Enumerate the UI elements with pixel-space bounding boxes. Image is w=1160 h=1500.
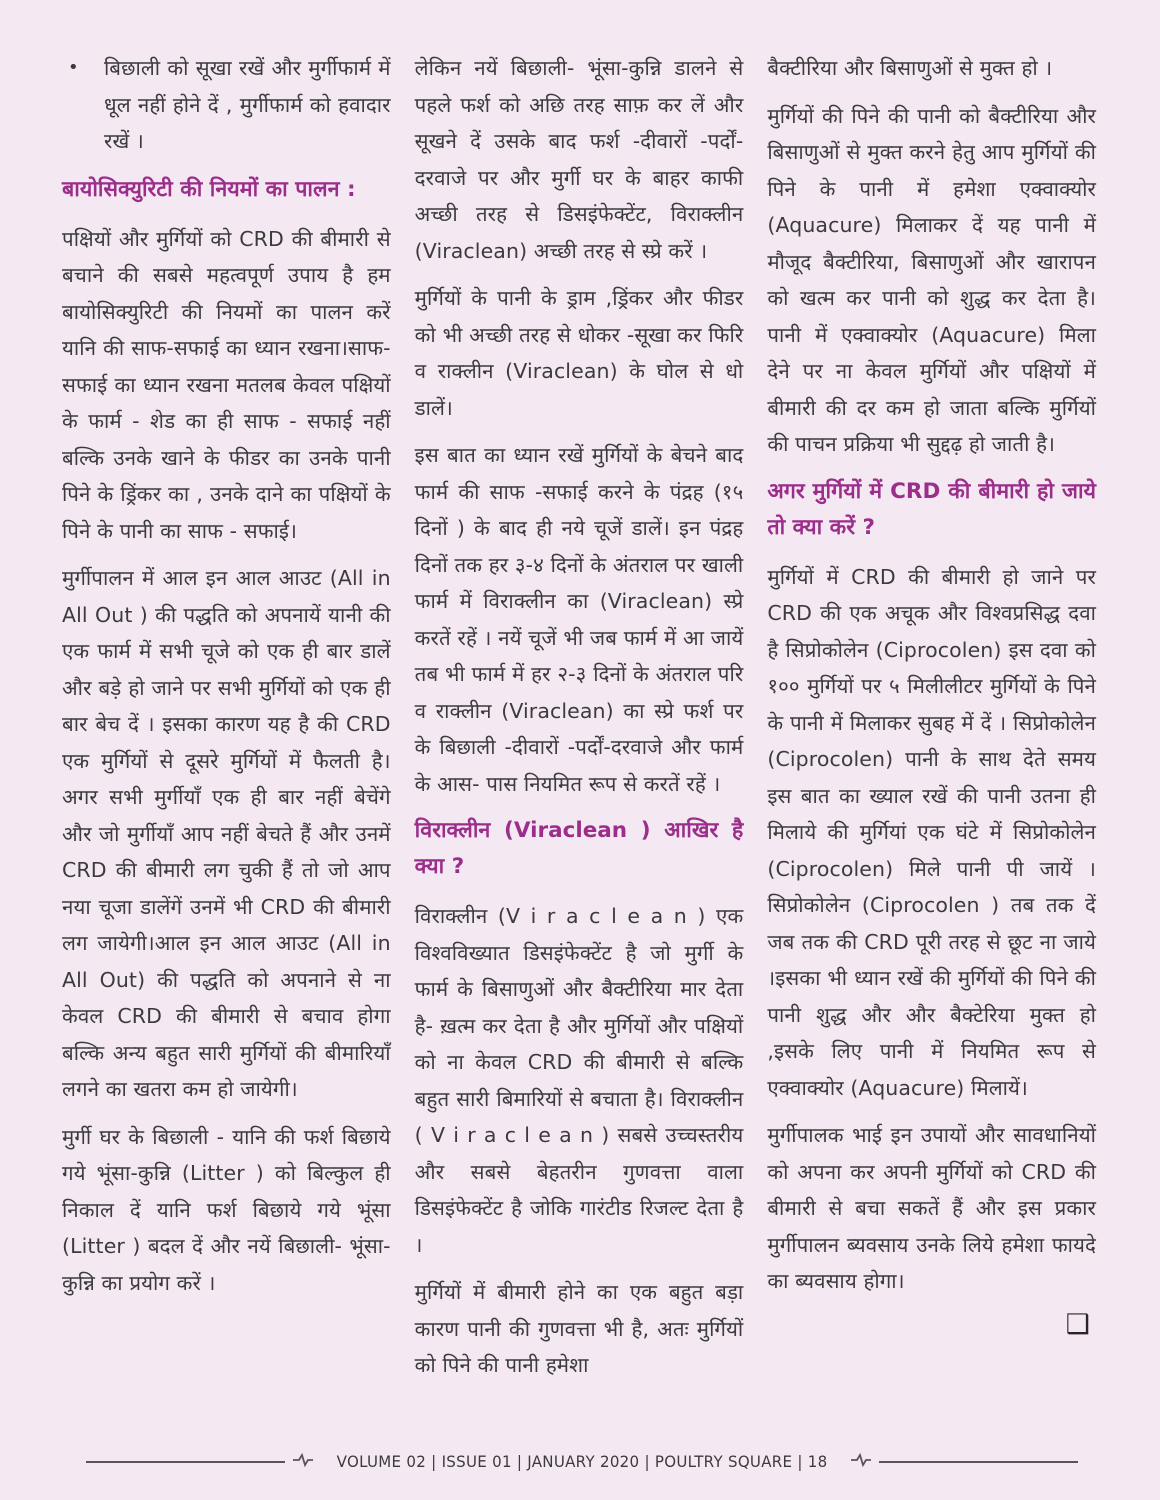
paragraph-drinker-feeder: मुर्गियों के पानी के ड्राम ,ड्रिंकर और फीडर को भी अच्छी तरह से धोकर -सूखा कर फिरि व राक्लीन (Viraclean) के घोल से धो डालें।: [414, 286, 744, 420]
article-end-row: [767, 1308, 1096, 1340]
paragraph-all-in-all-out: मुर्गीपालन में आल इन आल आउट (All in All Out ) की पद्धति को अपनायें यानी की एक फार्म में सभी चूजे को एक ही बार डालें और बड़े हो जाने पर सभी मुर्गियों को एक ही बार बेच दें । इसका कारण यह है की CRD एक मुर्गियों से दूसरे मुर्गियों में फैलती है। अगर सभी मुर्गीयाँ एक ही बार नहीं बेचेंगे और जो मुर्गीयाँ आप नहीं बेचते हैं और उनमें CRD की बीमारी लग चुकी हैं तो जो आप नया चूजा डालेंगें उनमें भी CRD की बीमारी लग जायेगी।आल इन आल आउट (All in All Out) की पद्धति को अपनाने से ना केवल CRD की बीमारी से बचाव होगा बल्कि अन्य बहुत सारी मुर्गियों की बीमारियाँ लगने का खतरा कम हो जायेगी।: [62, 566, 391, 1101]
bullet-list-item: [62, 50, 391, 160]
paragraph-ciprocolen: मुर्गियों में CRD की बीमारी हो जाने पर CRD की एक अचूक और विश्वप्रसिद्ध दवा है सिप्रोकोलेन (Ciprocolen) इस दवा को १०० मुर्गियों पर ५ मिलीलीटर मुर्गियों के पिने के पानी में मिलाकर सुबह में दें । सिप्रोकोलेन (Ciprocolen) पानी के साथ देते समय इस बात का ख्याल रखें की पानी उतना ही मिलाये की मुर्गियां एक घंटे में सिप्रोकोलेन (Ciprocolen) मिले पानी पी जायें ।सिप्रोकोलेन (Ciprocolen ) तब तक दें जब तक की CRD पूरी तरह से छूट ना जाये ।इसका भी ध्यान रखें की मुर्गियों की पिने की पानी शुद्ध और और बैक्टेरिया मुक्त हो ,इसके लिए पानी में नियमित रूप से एक्वाक्योर (Aquacure) मिलायें।: [767, 564, 1097, 1100]
article-columns: [62, 50, 1096, 1395]
paragraph-fifteen-days: इस बात का ध्यान रखें मुर्गियों के बेचने बाद फार्म की साफ -सफाई करने के पंद्रह (१५ दिनों ) के बाद ही नये चूजें डालें। इन पंद्रह दिनों तक हर ३-४ दिनों के अंतराल पर खाली फार्म में विराक्लीन का (Viraclean) स्प्रे करतें रहें । नयें चूजें भी जब फार्म में आ जायें तब भी फार्म में हर २-३ दिनों के अंतराल परि व राक्लीन (Viraclean) का स्प्रे फर्श पर के बिछाली -दीवारों -पर्दों-दरवाजे और फार्म के आस- पास नियमित रूप से करतें रहें ।: [414, 443, 744, 796]
paragraph-litter: मुर्गी घर के बिछाली - यानि की फर्श बिछाये गये भूंसा-कुन्नि (Litter ) को बिल्कुल ही निकाल दें यानि फर्श बिछाये गये भूंसा (Litter ) बदल दें और नयें बिछाली- भूंसा-कुन्नि का प्रयोग करें ।: [62, 1124, 391, 1295]
column-middle: [415, 50, 744, 1395]
heading-biosecurity: बायोसिक्युरिटी की नियमों का पालन :: [62, 176, 356, 202]
bullet-icon: •: [68, 57, 79, 78]
paragraph-bacteria-free: बैक्टीरिया और बिसाणुओं से मुक्त हो ।: [767, 56, 1053, 80]
paragraph-new-litter: लेकिन नयें बिछाली- भूंसा-कुन्नि डालने से पहले फर्श को अछि तरह साफ़ कर लें और सूखने दें उसके बाद फर्श -दीवारों -पर्दों- दरवाजे पर और मुर्गी घर के बाहर काफी अच्छी तरह से डिसइंफेक्टेंट, विराक्लीन (Viraclean) अच्छी तरह से स्प्रे करें ।: [414, 56, 744, 263]
column-right: [767, 50, 1096, 1395]
paragraph-water-quality: मुर्गियों में बीमारी होने का एक बहुत बड़ा कारण पानी की गुणवत्ता भी है, अतः मुर्गियों को पिने की पानी हमेशा: [414, 1280, 744, 1377]
paragraph-conclusion: मुर्गीपालक भाई इन उपायों और सावधानियों को अपना कर अपनी मुर्गियों को CRD की बीमारी से बचा सकतें हैं और इस प्रकार मुर्गीपालन ब्यवसाय उनके लिये हमेशा फायदे का ब्यवसाय होगा।: [767, 1123, 1097, 1293]
footer-text: VOLUME 02 | ISSUE 01 | JANUARY 2020 | POULTRY SQUARE | 18: [336, 1452, 828, 1471]
paragraph-viraclean-info: विराक्लीन (V i r a c l e a n ) एक विश्वविख्यात डिसइंफेक्टेंट है जो मुर्गी के फार्म के बिसाणुओं और बैक्टीरिया मार देता है- ख़त्म कर देता है और मुर्गियों और पक्षियों को ना केवल CRD की बीमारी से बल्कि बहुत सारी बिमारियों से बचाता है। विराक्लीन ( V i r a c l e a n ) सबसे उच्चस्तरीय और सबसे बेहतरीन गुणवत्ता वाला डिसइंफेक्टेंट है जोकि गारंटीड रिजल्ट देता है ।: [414, 904, 744, 1257]
footer-rule-right: [879, 1461, 1078, 1463]
paragraph-biosecurity-1: पक्षियों और मुर्गियों को CRD की बीमारी से बचाने की सबसे महत्वपूर्ण उपाय है हम बायोसिक्युरिटी की नियमों का पालन करें यानि की साफ-सफाई का ध्यान रखना।साफ-सफाई का ध्यान रखना मतलब केवल पक्षियों के फार्म - शेड का ही साफ - सफाई नहीं बल्कि उनके खाने के फीडर का उनके पानी पिने के ड्रिंकर का , उनके दाने का पक्षियों के पिने के पानी का साफ - सफाई।: [62, 226, 391, 543]
column-left: [62, 50, 391, 1395]
paragraph-aquacure: मुर्गियों की पिने की पानी को बैक्टीरिया और बिसाणुओं से मुक्त करने हेतु आप मुर्गियों की पिने के पानी में हमेशा एक्वाक्योर (Aquacure) मिलाकर दें यह पानी में मौजूद बैक्टीरिया, बिसाणुओं और खारापन को खत्म कर पानी को शुद्ध कर देता है। पानी में एक्वाक्योर (Aquacure) मिला देने पर ना केवल मुर्गियों और पक्षियों में बीमारी की दर कम हो जाता बल्कि मुर्गियों की पाचन प्रक्रिया भी सुद्दढ़ हो जाती है।: [767, 103, 1097, 456]
article-end-icon: ❑: [1065, 1308, 1091, 1340]
footer-rule-left: [86, 1461, 285, 1463]
page-footer: [86, 1452, 1078, 1471]
pulse-icon: [293, 1452, 313, 1471]
heading-crd-treatment: अगर मुर्गियों में CRD की बीमारी हो जाये तो क्या करें ?: [767, 478, 1097, 540]
pulse-icon: [851, 1452, 871, 1471]
heading-viraclean: विराक्लीन (Viraclean ) आखिर है क्या ?: [414, 818, 744, 879]
bullet-text: बिछाली को सूखा रखें और मुर्गीफार्म में धूल नहीं होने दें , मुर्गीफार्म को हवादार रखें ।: [104, 56, 391, 153]
